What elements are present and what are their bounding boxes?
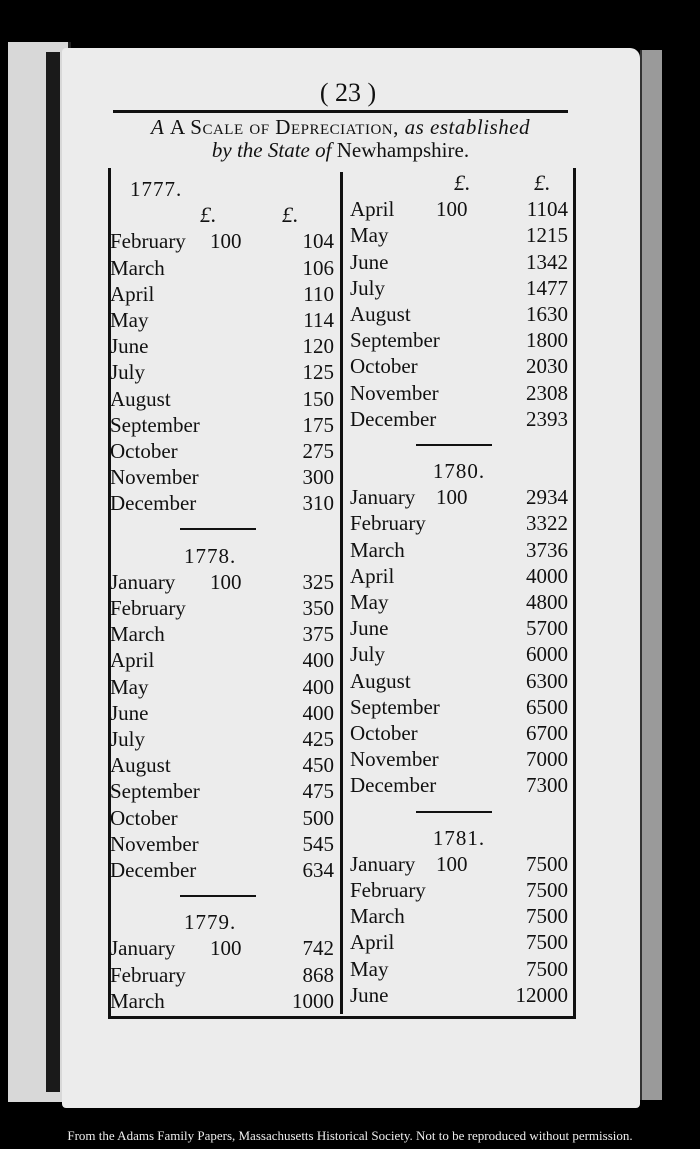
table-row bbox=[110, 464, 334, 490]
month-cell: January bbox=[350, 485, 416, 510]
table-row bbox=[110, 307, 334, 333]
month-cell: July bbox=[350, 275, 386, 300]
table-row bbox=[350, 982, 568, 1008]
depreciated-value-cell: 104 bbox=[302, 229, 334, 254]
depreciated-value-cell: 868 bbox=[302, 962, 334, 987]
month-cell: July bbox=[110, 360, 146, 385]
month-cell: April bbox=[110, 648, 155, 673]
table-row bbox=[110, 805, 334, 831]
depreciated-value-cell: 350 bbox=[302, 596, 334, 621]
table-row bbox=[110, 333, 334, 359]
base-value-cell: 100 bbox=[210, 936, 242, 961]
depreciated-value-cell: 375 bbox=[302, 622, 334, 647]
currency-header bbox=[350, 170, 568, 196]
depreciated-value-cell: 2393 bbox=[526, 406, 568, 431]
table-row bbox=[110, 255, 334, 281]
depreciated-value-cell: 400 bbox=[302, 674, 334, 699]
title-state: Newhampshire. bbox=[336, 138, 470, 162]
depreciated-value-cell: 6500 bbox=[526, 694, 568, 719]
month-cell: November bbox=[110, 465, 199, 490]
table-row bbox=[110, 935, 334, 961]
table-row bbox=[110, 831, 334, 857]
month-cell: February bbox=[110, 229, 186, 254]
table-row bbox=[350, 772, 568, 798]
depreciated-value-cell: 7500 bbox=[526, 851, 568, 876]
currency-symbol: £. bbox=[534, 170, 551, 195]
month-cell: May bbox=[350, 956, 389, 981]
currency-symbol: £. bbox=[200, 202, 217, 228]
table-title bbox=[113, 110, 568, 163]
depreciated-value-cell: 450 bbox=[302, 753, 334, 778]
month-cell: August bbox=[350, 301, 411, 326]
depreciated-value-cell: 1215 bbox=[526, 223, 568, 248]
depreciated-value-cell: 545 bbox=[302, 831, 334, 856]
depreciated-value-cell: 400 bbox=[302, 648, 334, 673]
depreciated-value-cell: 5700 bbox=[526, 616, 568, 641]
depreciated-value-cell: 12000 bbox=[515, 982, 568, 1007]
table-row bbox=[110, 621, 334, 647]
month-cell: March bbox=[350, 537, 405, 562]
month-cell: August bbox=[110, 386, 171, 411]
table-row bbox=[350, 275, 568, 301]
table-row bbox=[350, 877, 568, 903]
table-row bbox=[350, 353, 568, 379]
month-cell: October bbox=[350, 720, 418, 745]
base-value-cell: 100 bbox=[210, 569, 242, 594]
table-row bbox=[350, 484, 568, 510]
table-row bbox=[350, 510, 568, 536]
title-word-a: A bbox=[150, 115, 165, 139]
depreciated-value-cell: 2030 bbox=[526, 354, 568, 379]
depreciated-value-cell: 400 bbox=[302, 700, 334, 725]
month-cell: August bbox=[350, 668, 411, 693]
table-row bbox=[110, 412, 334, 438]
depreciated-value-cell: 6300 bbox=[526, 668, 568, 693]
depreciated-value-cell: 3322 bbox=[526, 511, 568, 536]
table-row bbox=[350, 196, 568, 222]
table-row bbox=[350, 380, 568, 406]
table-row bbox=[110, 647, 334, 673]
table-row bbox=[110, 595, 334, 621]
section-rule bbox=[110, 516, 334, 542]
year-heading-1780: 1780. bbox=[432, 459, 486, 484]
month-cell: September bbox=[110, 412, 200, 437]
month-cell: October bbox=[350, 354, 418, 379]
left-column bbox=[110, 176, 334, 1014]
depreciated-value-cell: 634 bbox=[302, 857, 334, 882]
depreciated-value-cell: 425 bbox=[302, 726, 334, 751]
currency-symbol: £. bbox=[282, 202, 299, 228]
depreciated-value-cell: 1630 bbox=[526, 301, 568, 326]
month-cell: February bbox=[350, 511, 426, 536]
depreciated-value-cell: 6000 bbox=[526, 642, 568, 667]
table-row bbox=[110, 857, 334, 883]
table-row bbox=[350, 720, 568, 746]
month-cell: May bbox=[110, 307, 149, 332]
base-value-cell: 100 bbox=[436, 485, 468, 510]
month-cell: September bbox=[350, 328, 440, 353]
table-row bbox=[110, 726, 334, 752]
month-cell: April bbox=[350, 930, 395, 955]
section-rule bbox=[110, 883, 334, 909]
table-row bbox=[110, 228, 334, 254]
depreciated-value-cell: 7500 bbox=[526, 930, 568, 955]
copyright-footer: From the Adams Family Papers, Massachusetts Historical Society. Not to be reproduced without permission. bbox=[67, 1128, 633, 1143]
depreciated-value-cell: 7500 bbox=[526, 956, 568, 981]
table-row bbox=[110, 778, 334, 804]
depreciated-value-cell: 2934 bbox=[526, 485, 568, 510]
depreciated-value-cell: 114 bbox=[303, 307, 334, 332]
depreciated-value-cell: 7000 bbox=[526, 747, 568, 772]
month-cell: April bbox=[350, 197, 395, 222]
depreciated-value-cell: 7500 bbox=[526, 904, 568, 929]
currency-symbol: £. bbox=[454, 170, 471, 195]
depreciated-value-cell: 7500 bbox=[526, 878, 568, 903]
month-cell: November bbox=[350, 747, 439, 772]
month-cell: October bbox=[110, 805, 178, 830]
book-gutter bbox=[46, 52, 60, 1092]
table-row bbox=[350, 406, 568, 432]
depreciated-value-cell: 475 bbox=[302, 779, 334, 804]
year-heading-1781: 1781. bbox=[432, 825, 486, 850]
year-heading-1777: 1777. bbox=[130, 177, 183, 201]
title-by-state: by the State of bbox=[211, 138, 332, 162]
table-row bbox=[350, 615, 568, 641]
table-row bbox=[110, 752, 334, 778]
depreciated-value-cell: 300 bbox=[302, 465, 334, 490]
depreciated-value-cell: 500 bbox=[302, 805, 334, 830]
month-cell: January bbox=[350, 851, 416, 876]
depreciated-value-cell: 6700 bbox=[526, 720, 568, 745]
depreciated-value-cell: 110 bbox=[303, 281, 334, 306]
currency-header bbox=[110, 202, 334, 228]
right-column bbox=[350, 170, 568, 1008]
month-cell: December bbox=[350, 773, 437, 798]
month-cell: April bbox=[350, 563, 395, 588]
table-row bbox=[350, 746, 568, 772]
depreciated-value-cell: 4000 bbox=[526, 563, 568, 588]
title-scale: A Scale of Depreciation, bbox=[170, 115, 399, 139]
table-row bbox=[350, 956, 568, 982]
month-cell: July bbox=[110, 726, 146, 751]
month-cell: June bbox=[350, 249, 389, 274]
depreciated-value-cell: 2308 bbox=[526, 380, 568, 405]
depreciated-value-cell: 275 bbox=[302, 438, 334, 463]
table-row bbox=[350, 563, 568, 589]
column-divider bbox=[340, 172, 343, 1014]
table-row bbox=[350, 694, 568, 720]
table-row bbox=[350, 301, 568, 327]
page-edge bbox=[640, 50, 662, 1100]
depreciated-value-cell: 150 bbox=[302, 386, 334, 411]
title-established: as established bbox=[404, 115, 531, 139]
month-cell: May bbox=[350, 590, 389, 615]
depreciated-value-cell: 7300 bbox=[526, 773, 568, 798]
month-cell: January bbox=[110, 936, 176, 961]
depreciated-value-cell: 325 bbox=[302, 569, 334, 594]
month-cell: March bbox=[110, 988, 165, 1013]
depreciated-value-cell: 3736 bbox=[526, 537, 568, 562]
year-heading-1779: 1779. bbox=[184, 910, 237, 935]
table-row bbox=[110, 700, 334, 726]
table-row bbox=[110, 438, 334, 464]
depreciated-value-cell: 1477 bbox=[526, 275, 568, 300]
depreciated-value-cell: 1000 bbox=[292, 988, 334, 1013]
month-cell: February bbox=[350, 878, 426, 903]
table-row bbox=[350, 903, 568, 929]
base-value-cell: 100 bbox=[210, 229, 242, 254]
month-cell: June bbox=[350, 616, 389, 641]
depreciated-value-cell: 120 bbox=[302, 334, 334, 359]
table-row bbox=[350, 537, 568, 563]
depreciated-value-cell: 175 bbox=[302, 412, 334, 437]
month-cell: June bbox=[110, 700, 149, 725]
table-row bbox=[350, 641, 568, 667]
depreciated-value-cell: 106 bbox=[302, 255, 334, 280]
table-row bbox=[110, 962, 334, 988]
depreciated-value-cell: 1342 bbox=[526, 249, 568, 274]
month-cell: January bbox=[110, 569, 176, 594]
table-row bbox=[110, 988, 334, 1014]
month-cell: March bbox=[110, 255, 165, 280]
table-row bbox=[110, 569, 334, 595]
month-cell: May bbox=[110, 674, 149, 699]
base-value-cell: 100 bbox=[436, 197, 468, 222]
month-cell: December bbox=[110, 491, 197, 516]
base-value-cell: 100 bbox=[436, 851, 468, 876]
month-cell: March bbox=[110, 622, 165, 647]
table-row bbox=[350, 327, 568, 353]
depreciated-value-cell: 1800 bbox=[526, 328, 568, 353]
table-row bbox=[110, 386, 334, 412]
month-cell: June bbox=[350, 982, 389, 1007]
depreciated-value-cell: 742 bbox=[302, 936, 334, 961]
table-row bbox=[110, 674, 334, 700]
month-cell: May bbox=[350, 223, 389, 248]
page-number: ( 23 ) bbox=[319, 78, 377, 107]
table-row bbox=[350, 249, 568, 275]
month-cell: February bbox=[110, 596, 186, 621]
depreciated-value-cell: 310 bbox=[302, 491, 334, 516]
table-row bbox=[110, 359, 334, 385]
month-cell: August bbox=[110, 753, 171, 778]
table-row bbox=[350, 222, 568, 248]
section-rule bbox=[350, 799, 568, 825]
month-cell: April bbox=[110, 281, 155, 306]
month-cell: December bbox=[110, 857, 197, 882]
depreciated-value-cell: 125 bbox=[302, 360, 334, 385]
depreciated-value-cell: 4800 bbox=[526, 590, 568, 615]
section-rule bbox=[350, 432, 568, 458]
month-cell: September bbox=[110, 779, 200, 804]
month-cell: December bbox=[350, 406, 437, 431]
year-heading-1778: 1778. bbox=[184, 543, 237, 568]
month-cell: November bbox=[110, 831, 199, 856]
table-row bbox=[350, 929, 568, 955]
month-cell: November bbox=[350, 380, 439, 405]
table-row bbox=[110, 490, 334, 516]
month-cell: October bbox=[110, 438, 178, 463]
month-cell: February bbox=[110, 962, 186, 987]
table-row bbox=[350, 851, 568, 877]
table-row bbox=[350, 589, 568, 615]
month-cell: July bbox=[350, 642, 386, 667]
month-cell: June bbox=[110, 334, 149, 359]
month-cell: September bbox=[350, 694, 440, 719]
month-cell: March bbox=[350, 904, 405, 929]
table-row bbox=[110, 281, 334, 307]
table-row bbox=[350, 668, 568, 694]
depreciated-value-cell: 1104 bbox=[526, 197, 568, 222]
